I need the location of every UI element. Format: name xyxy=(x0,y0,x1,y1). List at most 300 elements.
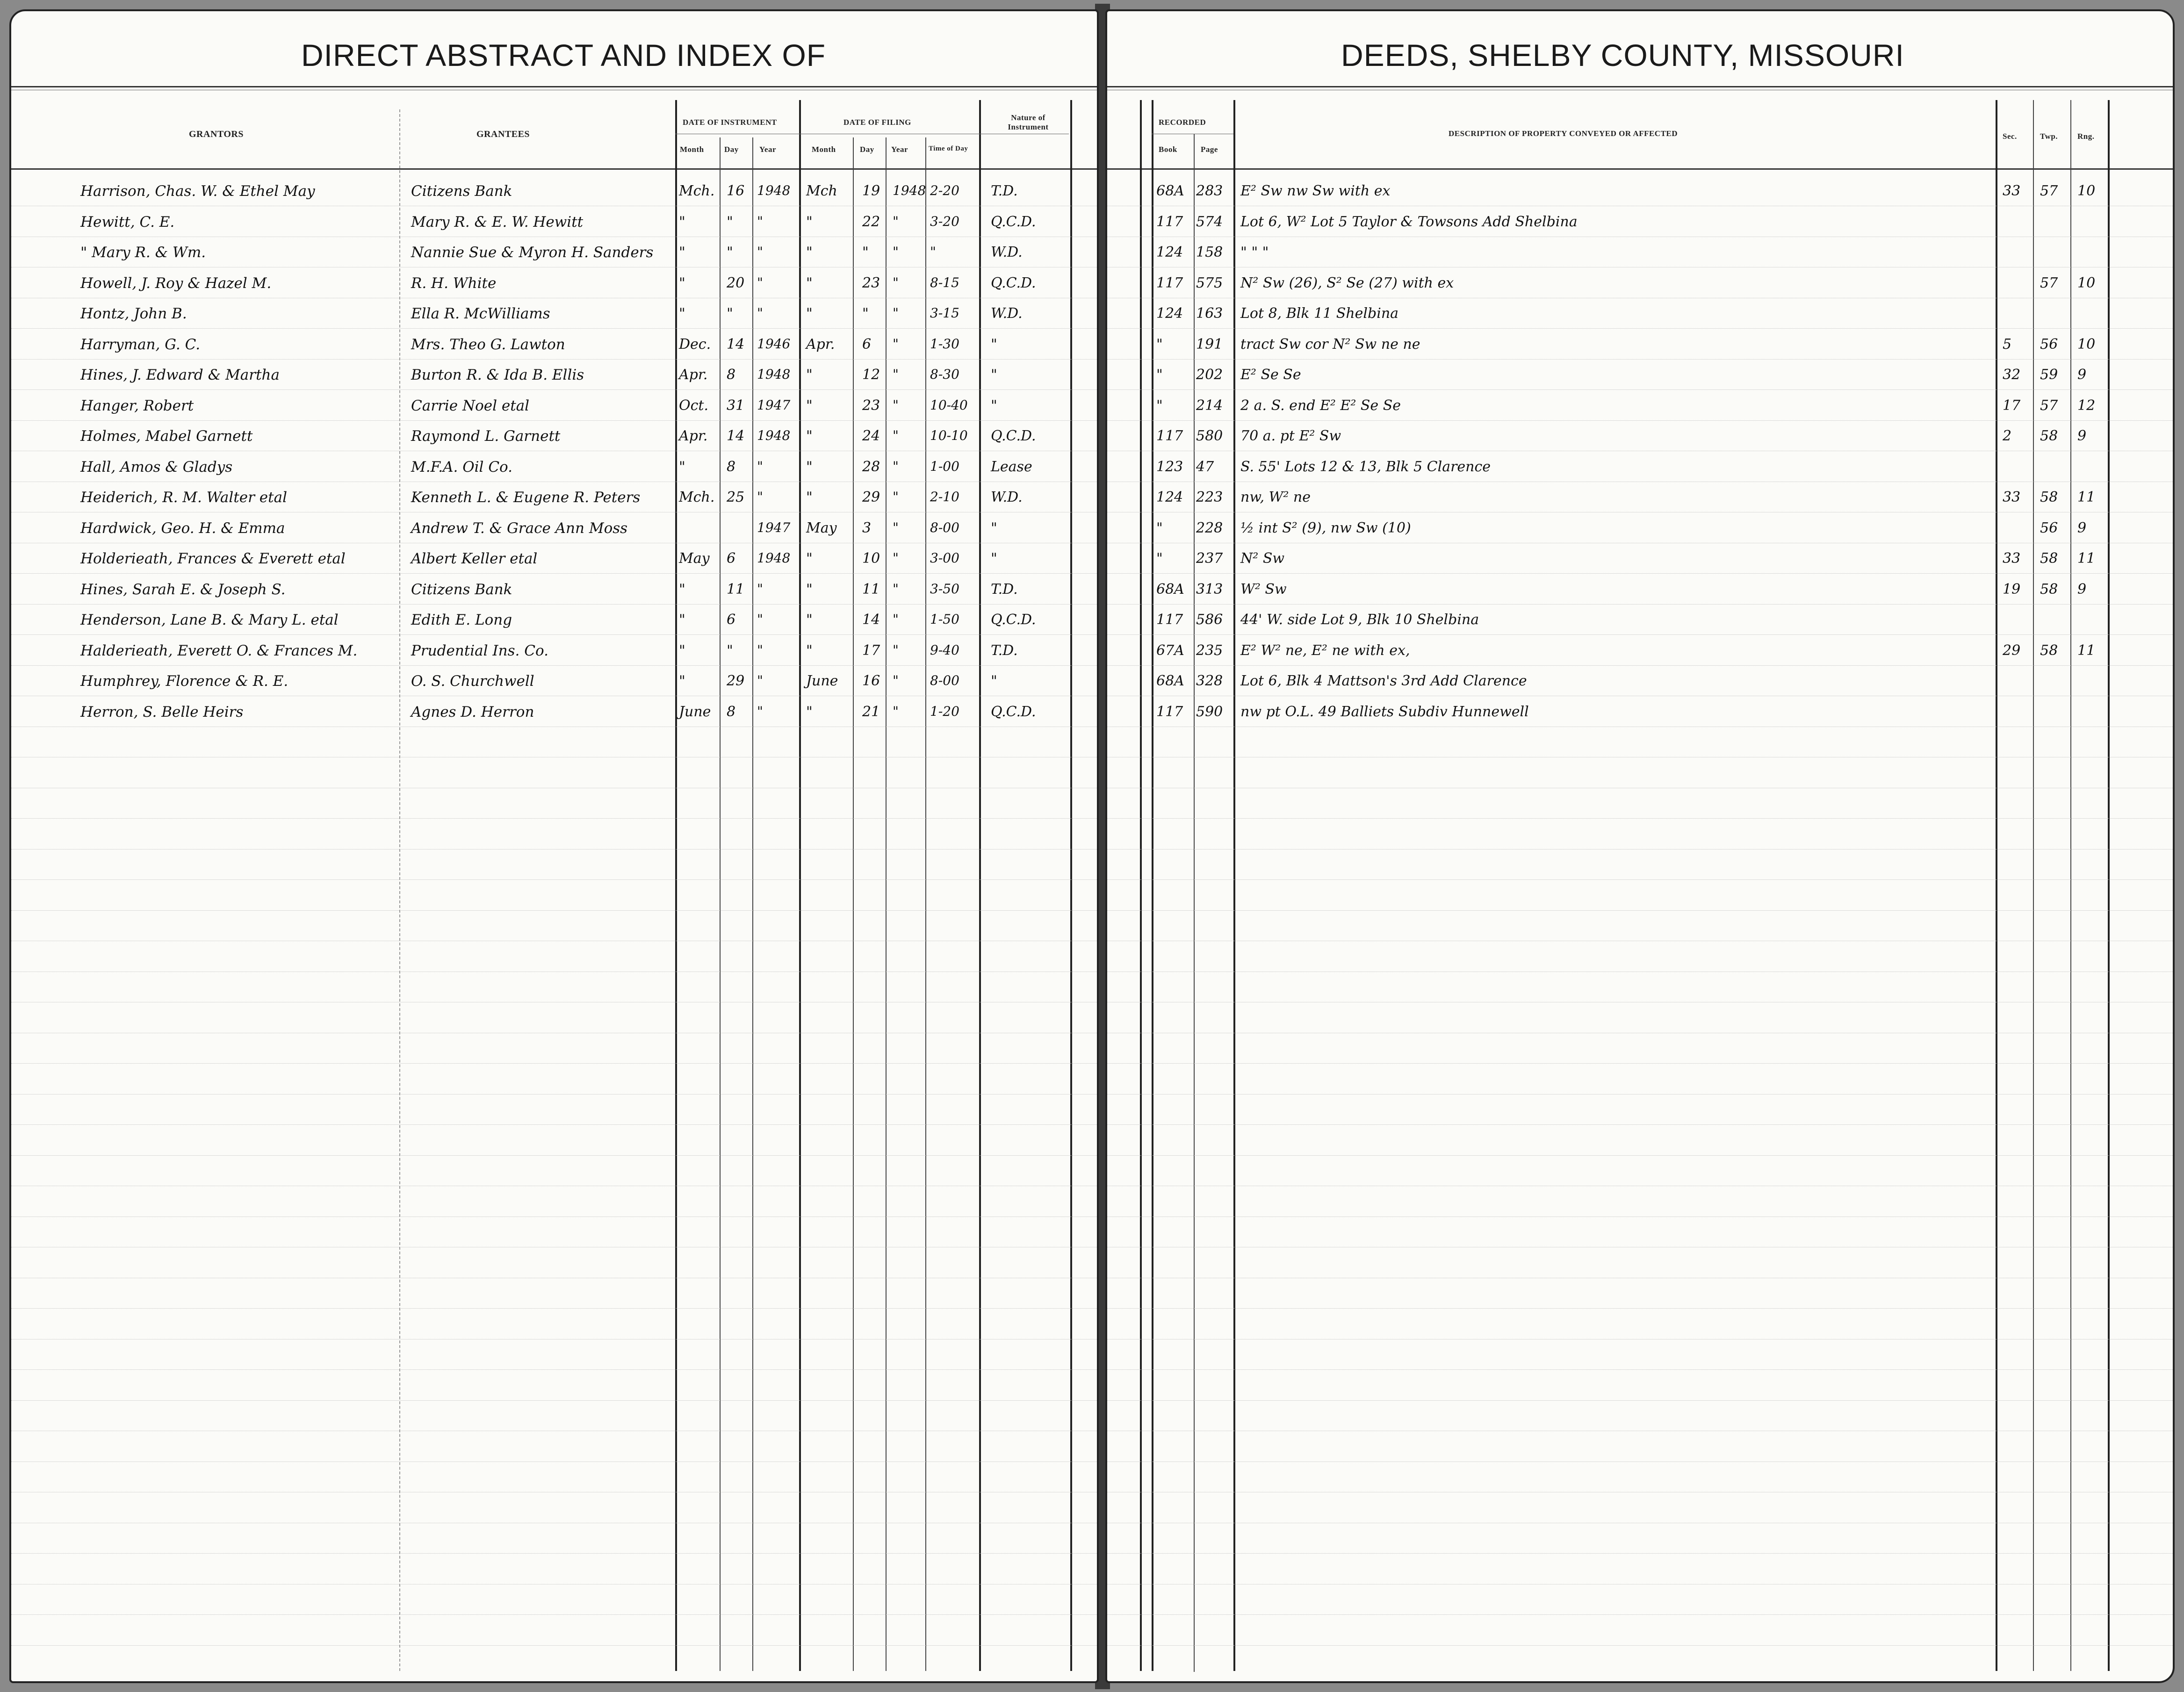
row-i-day: " xyxy=(727,244,733,260)
instrument-year-header: Year xyxy=(759,145,776,154)
row-i-day: 6 xyxy=(727,550,736,567)
row-f-day: 22 xyxy=(862,213,880,230)
row-twp: 57 xyxy=(2040,397,2058,414)
ruled-line xyxy=(11,1400,1097,1401)
row-i-month: Apr. xyxy=(679,367,708,383)
row-f-day: 16 xyxy=(862,673,880,689)
left-page-title: DIRECT ABSTRACT AND INDEX OF xyxy=(301,38,826,72)
row-time: 3-15 xyxy=(930,305,959,321)
divider xyxy=(752,137,753,1671)
row-page: 586 xyxy=(1196,612,1223,628)
row-time: 1-50 xyxy=(930,612,959,627)
row-desc: E² Sw nw Sw with ex xyxy=(1240,183,1391,199)
row-desc: N² Sw xyxy=(1240,550,1285,567)
row-i-year: 1947 xyxy=(757,519,791,535)
ruled-line xyxy=(1107,1369,2173,1370)
row-nature: Q.C.D. xyxy=(991,428,1036,444)
row-page: 580 xyxy=(1196,428,1223,444)
row-grantor: Hewitt, C. E. xyxy=(80,213,175,230)
row-sec: 5 xyxy=(2003,336,2012,353)
row-twp: 57 xyxy=(2040,274,2058,291)
row-grantee: Nannie Sue & Myron H. Sanders xyxy=(411,244,654,261)
row-f-month: " xyxy=(806,550,813,567)
row-i-day: " xyxy=(727,305,733,322)
divider xyxy=(720,137,721,1671)
row-f-month: " xyxy=(806,581,813,598)
row-page: 574 xyxy=(1196,213,1223,230)
row-rng: 11 xyxy=(2077,642,2096,659)
row-book: " xyxy=(1156,550,1163,567)
ruled-line xyxy=(1107,359,2173,360)
divider xyxy=(1194,134,1195,1672)
row-desc: tract Sw cor N² Sw ne ne xyxy=(1240,336,1420,353)
row-f-month: " xyxy=(806,489,813,505)
row-f-year: " xyxy=(893,642,899,658)
row-grantor: Hines, J. Edward & Martha xyxy=(80,367,280,383)
row-sec: 33 xyxy=(2003,183,2021,199)
row-nature: " xyxy=(991,519,997,536)
row-grantor: Herron, S. Belle Heirs xyxy=(80,703,244,720)
row-f-year: " xyxy=(893,550,899,566)
row-i-month: Mch. xyxy=(679,489,715,505)
row-rng: 10 xyxy=(2077,183,2096,199)
row-i-year: 1948 xyxy=(757,183,791,198)
row-f-month: Mch xyxy=(806,183,837,199)
row-time: 1-20 xyxy=(930,703,959,719)
row-book: 67A xyxy=(1156,642,1184,659)
row-i-month: May xyxy=(679,550,710,567)
row-grantor: Henderson, Lane B. & Mary L. etal xyxy=(80,612,339,628)
row-desc: E² W² ne, E² ne with ex, xyxy=(1240,642,1410,659)
ruled-line xyxy=(1107,573,2173,574)
row-grantor: Heiderich, R. M. Walter etal xyxy=(80,489,287,506)
row-f-year: " xyxy=(893,458,899,474)
ruled-line xyxy=(11,818,1097,819)
row-sec: 33 xyxy=(2003,489,2021,505)
recorded-header: RECORDED xyxy=(1159,118,1206,127)
row-page: 590 xyxy=(1196,703,1223,720)
row-time: 3-50 xyxy=(930,581,959,597)
row-i-month: Mch. xyxy=(679,183,715,199)
row-rng: 10 xyxy=(2077,336,2096,353)
ruled-line xyxy=(11,665,1097,666)
divider xyxy=(1152,100,1153,1671)
ruled-line xyxy=(11,1369,1097,1370)
row-f-year: " xyxy=(893,489,899,504)
row-f-month: " xyxy=(806,458,813,475)
ruled-line xyxy=(11,634,1097,635)
row-i-year: " xyxy=(757,581,763,597)
ruled-line xyxy=(11,1124,1097,1125)
row-sec: 2 xyxy=(2003,428,2012,444)
row-f-day: " xyxy=(862,305,869,322)
row-grantor: Humphrey, Florence & R. E. xyxy=(80,673,288,690)
row-i-month: " xyxy=(679,673,685,689)
row-desc: W² Sw xyxy=(1240,581,1287,598)
row-desc: " " " xyxy=(1240,244,1269,260)
row-desc: 44' W. side Lot 9, Blk 10 Shelbina xyxy=(1240,612,1479,628)
row-sec: 32 xyxy=(2003,367,2021,383)
row-f-month: " xyxy=(806,367,813,383)
row-book: 117 xyxy=(1156,428,1183,444)
row-f-day: 10 xyxy=(862,550,880,567)
row-i-month: " xyxy=(679,274,685,291)
description-header: DESCRIPTION OF PROPERTY CONVEYED OR AFFECTED xyxy=(1449,129,1678,138)
divider xyxy=(886,137,887,1671)
row-f-year: " xyxy=(893,581,899,597)
ruled-line xyxy=(1107,634,2173,635)
row-i-month: " xyxy=(679,244,685,260)
row-book: 117 xyxy=(1156,213,1183,230)
row-f-day: " xyxy=(862,244,869,260)
row-f-year: " xyxy=(893,703,899,719)
row-book: 124 xyxy=(1156,305,1183,322)
row-sec: 33 xyxy=(2003,550,2021,567)
row-book: 117 xyxy=(1156,612,1183,628)
ruled-line xyxy=(11,1155,1097,1156)
row-rng: 9 xyxy=(2077,428,2087,444)
row-i-year: " xyxy=(757,612,763,627)
row-desc: Lot 6, Blk 4 Mattson's 3rd Add Clarence xyxy=(1240,673,1527,689)
ruled-line xyxy=(1107,910,2173,911)
row-grantee: Burton R. & Ida B. Ellis xyxy=(411,367,584,383)
ruled-line xyxy=(11,359,1097,360)
row-book: " xyxy=(1156,367,1163,383)
divider xyxy=(1233,100,1235,1671)
ruled-line xyxy=(1107,1645,2173,1646)
row-book: " xyxy=(1156,519,1163,536)
row-desc: 70 a. pt E² Sw xyxy=(1240,428,1341,444)
row-time: 3-20 xyxy=(930,213,959,229)
row-desc: 2 a. S. end E² E² Se Se xyxy=(1240,397,1401,414)
row-i-day: 14 xyxy=(727,336,745,353)
ruled-line xyxy=(11,879,1097,880)
ruled-line xyxy=(11,1308,1097,1309)
row-f-year: " xyxy=(893,612,899,627)
divider xyxy=(925,137,926,1671)
row-f-day: 28 xyxy=(862,458,880,475)
row-grantor: Howell, J. Roy & Hazel M. xyxy=(80,274,272,292)
row-f-day: 19 xyxy=(862,183,880,199)
row-twp: 58 xyxy=(2040,428,2058,444)
row-i-year: " xyxy=(757,213,763,229)
row-grantee: M.F.A. Oil Co. xyxy=(411,458,513,475)
row-page: 214 xyxy=(1196,397,1223,414)
row-f-month: " xyxy=(806,612,813,628)
row-i-month: June xyxy=(679,703,711,720)
row-i-day: 8 xyxy=(727,367,736,383)
row-i-day: 8 xyxy=(727,703,736,720)
row-i-day: 31 xyxy=(727,397,745,414)
row-grantee: R. H. White xyxy=(411,274,497,292)
ruled-line xyxy=(1107,420,2173,421)
row-i-month: " xyxy=(679,305,685,322)
left-ledger-page xyxy=(9,9,1099,1683)
instrument-day-header: Day xyxy=(724,145,739,154)
row-book: 124 xyxy=(1156,244,1183,260)
row-f-year: " xyxy=(893,673,899,688)
row-grantor: Hall, Amos & Gladys xyxy=(80,458,233,475)
ruled-line xyxy=(1107,879,2173,880)
row-i-day: 20 xyxy=(727,274,745,291)
grantees-header: GRANTEES xyxy=(476,129,530,139)
row-i-day: 14 xyxy=(727,428,745,444)
row-book: 117 xyxy=(1156,274,1183,291)
row-f-year: " xyxy=(893,367,899,382)
row-book: " xyxy=(1156,336,1163,353)
row-nature: " xyxy=(991,336,997,353)
time-of-day-header: Time of Day xyxy=(929,145,968,152)
row-book: 123 xyxy=(1156,458,1183,475)
row-i-year: 1946 xyxy=(757,336,791,352)
row-rng: 9 xyxy=(2077,581,2087,598)
row-i-year: 1947 xyxy=(757,397,791,413)
row-nature: Lease xyxy=(991,458,1032,475)
row-rng: 9 xyxy=(2077,519,2087,536)
grantor-grantee-divider xyxy=(399,109,400,1671)
date-of-instrument-header: DATE OF INSTRUMENT xyxy=(683,118,777,127)
row-nature: Q.C.D. xyxy=(991,703,1036,720)
top-rule xyxy=(11,86,1097,87)
row-time: 1-00 xyxy=(930,458,959,474)
row-grantee: Agnes D. Herron xyxy=(411,703,534,720)
row-i-month: Dec. xyxy=(679,336,711,353)
row-i-month: " xyxy=(679,213,685,230)
row-f-year: " xyxy=(893,213,899,229)
row-nature: " xyxy=(991,673,997,689)
row-i-year: 1948 xyxy=(757,550,791,566)
row-f-month: " xyxy=(806,397,813,414)
filing-day-header: Day xyxy=(860,145,874,154)
ruled-line xyxy=(1107,1553,2173,1554)
row-grantee: Kenneth L. & Eugene R. Peters xyxy=(411,489,641,506)
row-twp: 58 xyxy=(2040,642,2058,659)
divider-left xyxy=(675,100,677,1671)
row-page: 223 xyxy=(1196,489,1223,505)
row-desc: Lot 8, Blk 11 Shelbina xyxy=(1240,305,1399,322)
row-sec: 19 xyxy=(2003,581,2021,598)
ruled-line xyxy=(11,1063,1097,1064)
row-i-year: " xyxy=(757,703,763,719)
row-f-year: 1948 xyxy=(893,183,926,198)
row-f-month: " xyxy=(806,274,813,291)
row-rng: 11 xyxy=(2077,489,2096,505)
row-f-year: " xyxy=(893,244,899,259)
ruled-line xyxy=(1107,818,2173,819)
row-nature: " xyxy=(991,550,997,567)
row-rng: 11 xyxy=(2077,550,2096,567)
row-page: 328 xyxy=(1196,673,1223,689)
row-book: 68A xyxy=(1156,581,1184,598)
row-book: 124 xyxy=(1156,489,1183,505)
ruled-line xyxy=(11,389,1097,390)
row-f-year: " xyxy=(893,397,899,413)
ruled-line xyxy=(11,420,1097,421)
header-bottom-rule xyxy=(1107,168,2173,170)
row-time: 8-00 xyxy=(930,673,959,688)
row-time: 2-10 xyxy=(930,489,959,504)
row-f-day: 17 xyxy=(862,642,880,659)
row-f-day: 21 xyxy=(862,703,880,720)
row-grantee: Andrew T. & Grace Ann Moss xyxy=(411,519,628,537)
row-nature: T.D. xyxy=(991,183,1018,199)
ruled-line xyxy=(11,328,1097,329)
row-desc: ½ int S² (9), nw Sw (10) xyxy=(1240,519,1411,536)
ruled-line xyxy=(1107,389,2173,390)
row-twp: 56 xyxy=(2040,519,2058,536)
row-grantor: Holmes, Mabel Garnett xyxy=(80,428,253,445)
row-nature: W.D. xyxy=(991,305,1023,322)
row-i-day: 8 xyxy=(727,458,736,475)
row-grantee: Prudential Ins. Co. xyxy=(411,642,548,659)
right-ledger-page xyxy=(1105,9,2175,1683)
ruled-line xyxy=(1107,665,2173,666)
row-grantor: Harryman, G. C. xyxy=(80,336,201,353)
ruled-line xyxy=(11,849,1097,850)
ruled-line xyxy=(11,910,1097,911)
row-i-day: 11 xyxy=(727,581,745,598)
row-time: 8-00 xyxy=(930,519,959,535)
row-grantee: O. S. Churchwell xyxy=(411,673,534,690)
row-f-month: " xyxy=(806,428,813,444)
row-i-month: " xyxy=(679,642,685,659)
date-of-filing-header: DATE OF FILING xyxy=(843,118,911,127)
row-i-year: " xyxy=(757,673,763,688)
row-f-year: " xyxy=(893,519,899,535)
row-grantee: Citizens Bank xyxy=(411,183,512,200)
row-rng: 12 xyxy=(2077,397,2096,414)
ruled-line xyxy=(1107,1155,2173,1156)
row-twp: 59 xyxy=(2040,367,2058,383)
row-f-month: " xyxy=(806,305,813,322)
row-page: 575 xyxy=(1196,274,1223,291)
row-time: 10-40 xyxy=(930,397,968,413)
row-rng: 9 xyxy=(2077,367,2087,383)
row-f-month: " xyxy=(806,244,813,260)
row-nature: W.D. xyxy=(991,489,1023,505)
ruled-line xyxy=(11,1553,1097,1554)
ruled-line xyxy=(1107,849,2173,850)
row-grantee: Edith E. Long xyxy=(411,612,512,628)
row-sec: 29 xyxy=(2003,642,2021,659)
row-page: 202 xyxy=(1196,367,1223,383)
row-page: 47 xyxy=(1196,458,1214,475)
row-nature: " xyxy=(991,397,997,414)
instrument-month-header: Month xyxy=(680,145,704,154)
row-f-year: " xyxy=(893,428,899,443)
ruled-line xyxy=(1107,328,2173,329)
row-book: 68A xyxy=(1156,673,1184,689)
row-time: " xyxy=(930,244,936,259)
divider xyxy=(853,137,854,1671)
row-i-year: " xyxy=(757,244,763,259)
right-page-title: DEEDS, SHELBY COUNTY, MISSOURI xyxy=(1341,38,1904,72)
row-i-month: " xyxy=(679,458,685,475)
row-i-year: " xyxy=(757,489,763,504)
row-f-month: June xyxy=(806,673,838,689)
row-f-month: Apr. xyxy=(806,336,835,353)
row-i-year: 1948 xyxy=(757,367,791,382)
row-grantor: Hardwick, Geo. H. & Emma xyxy=(80,519,285,537)
row-twp: 58 xyxy=(2040,489,2058,505)
row-f-day: 14 xyxy=(862,612,880,628)
row-f-day: 12 xyxy=(862,367,880,383)
row-rng: 10 xyxy=(2077,274,2096,291)
divider xyxy=(2070,100,2071,1671)
row-i-month: " xyxy=(679,612,685,628)
row-time: 2-20 xyxy=(930,183,959,198)
row-page: 313 xyxy=(1196,581,1223,598)
row-grantee: Mary R. & E. W. Hewitt xyxy=(411,213,584,230)
row-desc: N² Sw (26), S² Se (27) with ex xyxy=(1240,274,1454,291)
ruled-line xyxy=(1107,1614,2173,1615)
grantors-header: GRANTORS xyxy=(189,129,244,139)
row-nature: Q.C.D. xyxy=(991,612,1036,628)
divider xyxy=(2108,100,2110,1671)
row-book: 68A xyxy=(1156,183,1184,199)
row-f-month: " xyxy=(806,213,813,230)
row-page: 237 xyxy=(1196,550,1223,567)
row-book: " xyxy=(1156,397,1163,414)
row-grantee: Raymond L. Garnett xyxy=(411,428,561,445)
row-i-day: 16 xyxy=(727,183,745,199)
row-book: 117 xyxy=(1156,703,1183,720)
row-grantor: Holderieath, Frances & Everett etal xyxy=(80,550,346,567)
row-i-month: " xyxy=(679,581,685,598)
row-i-day: " xyxy=(727,642,733,659)
row-grantee: Ella R. McWilliams xyxy=(411,305,550,322)
row-nature: Q.C.D. xyxy=(991,274,1036,291)
row-i-year: " xyxy=(757,274,763,290)
row-grantee: Carrie Noel etal xyxy=(411,397,530,414)
row-desc: nw, W² ne xyxy=(1240,489,1311,505)
row-time: 3-00 xyxy=(930,550,959,566)
row-page: 191 xyxy=(1196,336,1223,353)
filing-month-header: Month xyxy=(812,145,836,154)
row-f-year: " xyxy=(893,274,899,290)
divider xyxy=(1140,100,1142,1671)
row-i-year: " xyxy=(757,305,763,321)
ruled-line xyxy=(11,1614,1097,1615)
row-i-month: Apr. xyxy=(679,428,708,444)
row-f-month: " xyxy=(806,642,813,659)
row-grantee: Mrs. Theo G. Lawton xyxy=(411,336,565,353)
row-twp: 58 xyxy=(2040,581,2058,598)
row-f-day: 29 xyxy=(862,489,880,505)
row-sec: 17 xyxy=(2003,397,2021,414)
row-nature: W.D. xyxy=(991,244,1023,260)
ruled-line xyxy=(1107,1400,2173,1401)
row-f-year: " xyxy=(893,305,899,321)
row-page: 235 xyxy=(1196,642,1223,659)
row-desc: S. 55' Lots 12 & 13, Blk 5 Clarence xyxy=(1240,458,1491,475)
row-f-day: 23 xyxy=(862,274,880,291)
row-desc: E² Se Se xyxy=(1240,367,1301,383)
row-f-day: 23 xyxy=(862,397,880,414)
row-grantor: Hines, Sarah E. & Joseph S. xyxy=(80,581,286,598)
page-header: Page xyxy=(1201,145,1218,154)
row-grantor: Harrison, Chas. W. & Ethel May xyxy=(80,183,315,200)
twp-header: Twp. xyxy=(2040,132,2058,141)
row-page: 228 xyxy=(1196,519,1223,536)
row-desc: Lot 6, W² Lot 5 Taylor & Towsons Add Shelbina xyxy=(1240,213,1578,230)
row-i-year: " xyxy=(757,642,763,658)
row-page: 158 xyxy=(1196,244,1223,260)
divider xyxy=(2033,100,2034,1671)
row-grantor: Hontz, John B. xyxy=(80,305,187,322)
ruled-line xyxy=(1107,1124,2173,1125)
row-f-day: 3 xyxy=(862,519,872,536)
